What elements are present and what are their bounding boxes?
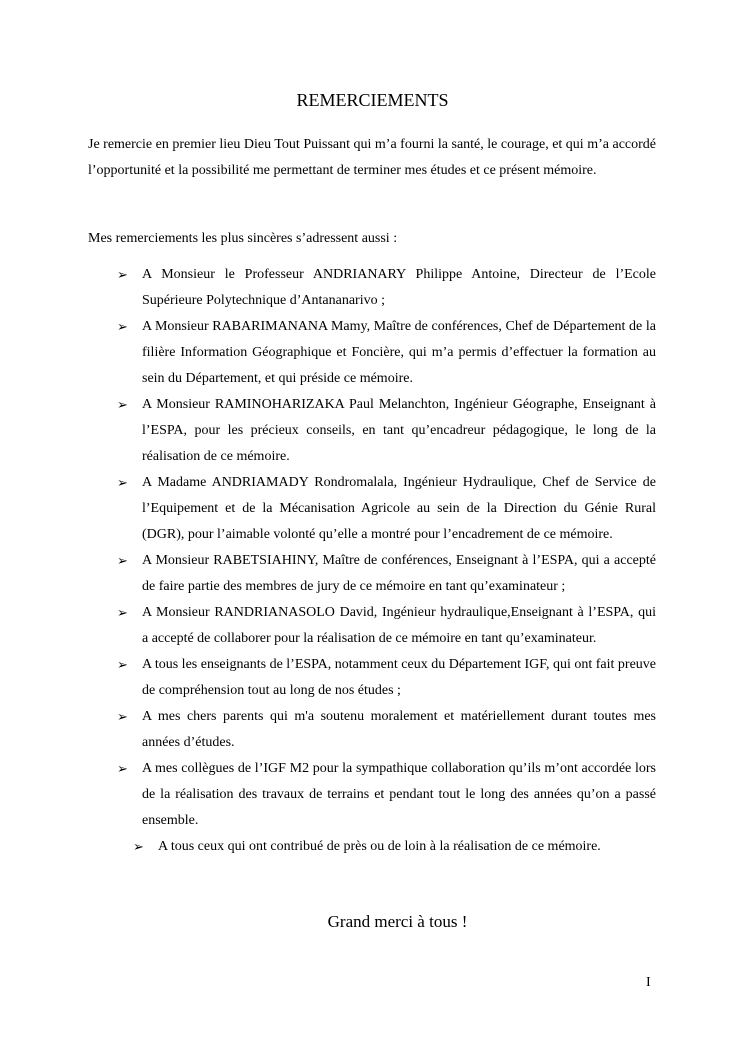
- page-title: REMERCIEMENTS: [296, 90, 449, 110]
- list-item-text: A Monsieur RANDRIANASOLO David, Ingénieur hydraulique,Enseignant à l’ESPA, qui a accepté de collaborer pour la réalisation de ce mémoire en tant qu’examinateur.: [142, 605, 656, 646]
- arrow-bullet-icon: ➢: [117, 475, 128, 490]
- list-item: [88, 652, 656, 704]
- list-item: [88, 548, 656, 600]
- arrow-bullet-icon: ➢: [117, 605, 128, 620]
- arrow-bullet-icon: ➢: [117, 761, 128, 776]
- list-item-text: A tous ceux qui ont contribué de près ou de loin à la réalisation de ce mémoire.: [158, 839, 601, 854]
- list-item-text: A Monsieur le Professeur ANDRIANARY Philippe Antoine, Directeur de l’Ecole Supérieure Polytechnique d’Antananarivo ;: [142, 267, 656, 308]
- arrow-bullet-icon: ➢: [117, 657, 128, 672]
- arrow-bullet-icon: ➢: [133, 839, 144, 854]
- list-item: [88, 600, 656, 652]
- list-item: [88, 756, 656, 834]
- list-item: [88, 470, 656, 548]
- list-item-text: A Monsieur RAMINOHARIZAKA Paul Melanchton, Ingénieur Géographe, Enseignant à l’ESPA, pour les précieux conseils, en tant qu’encadreur pédagogique, le long de la réalisation de ce mémoire.: [142, 397, 656, 464]
- list-item: [88, 834, 656, 860]
- arrow-bullet-icon: ➢: [117, 553, 128, 568]
- lead-paragraph: Mes remerciements les plus sincères s’adressent aussi :: [88, 231, 398, 246]
- list-item: [88, 314, 656, 392]
- acknowledgement-list: [88, 262, 656, 860]
- list-item: [88, 262, 656, 314]
- list-item-text: A tous les enseignants de l’ESPA, notamment ceux du Département IGF, qui ont fait preuve de compréhension tout au long de nos études ;: [142, 657, 656, 698]
- arrow-bullet-icon: ➢: [117, 267, 128, 282]
- list-item-text: A Monsieur RABARIMANANA Mamy, Maître de conférences, Chef de Département de la filière Information Géographique et Foncière, qui m’a permis d’effectuer la formation au sein du Département, et qui préside ce mémoire.: [142, 319, 656, 386]
- list-item: [88, 704, 656, 756]
- list-item-text: A mes chers parents qui m'a soutenu moralement et matériellement durant toutes mes années d’études.: [142, 709, 656, 750]
- list-item-text: A Monsieur RABETSIAHINY, Maître de conférences, Enseignant à l’ESPA, qui a accepté de faire partie des membres de jury de ce mémoire en tant qu’examinateur ;: [142, 553, 656, 594]
- list-item: [88, 392, 656, 470]
- arrow-bullet-icon: ➢: [117, 397, 128, 412]
- list-item-text: A Madame ANDRIAMADY Rondromalala, Ingénieur Hydraulique, Chef de Service de l’Equipement et de la Mécanisation Agricole au sein de la Direction du Génie Rural (DGR), pour l’aimable volonté qu’elle a montré pour l’encadrement de ce mémoire.: [142, 475, 656, 542]
- list-item-text: A mes collègues de l’IGF M2 pour la sympathique collaboration qu’ils m’ont accordée lors de la réalisation des travaux de terrains et pendant tout le long des années qu’on a passé ensemble.: [142, 761, 656, 828]
- intro-paragraph: Je remercie en premier lieu Dieu Tout Puissant qui m’a fourni la santé, le courage, et qui m’a accordé l’opportunité et la possibilité me permettant de terminer mes études et ce présent mémoire.: [88, 137, 656, 178]
- closing-line: Grand merci à tous !: [327, 912, 468, 931]
- arrow-bullet-icon: ➢: [117, 709, 128, 724]
- page-number: I: [646, 975, 651, 990]
- arrow-bullet-icon: ➢: [117, 319, 128, 334]
